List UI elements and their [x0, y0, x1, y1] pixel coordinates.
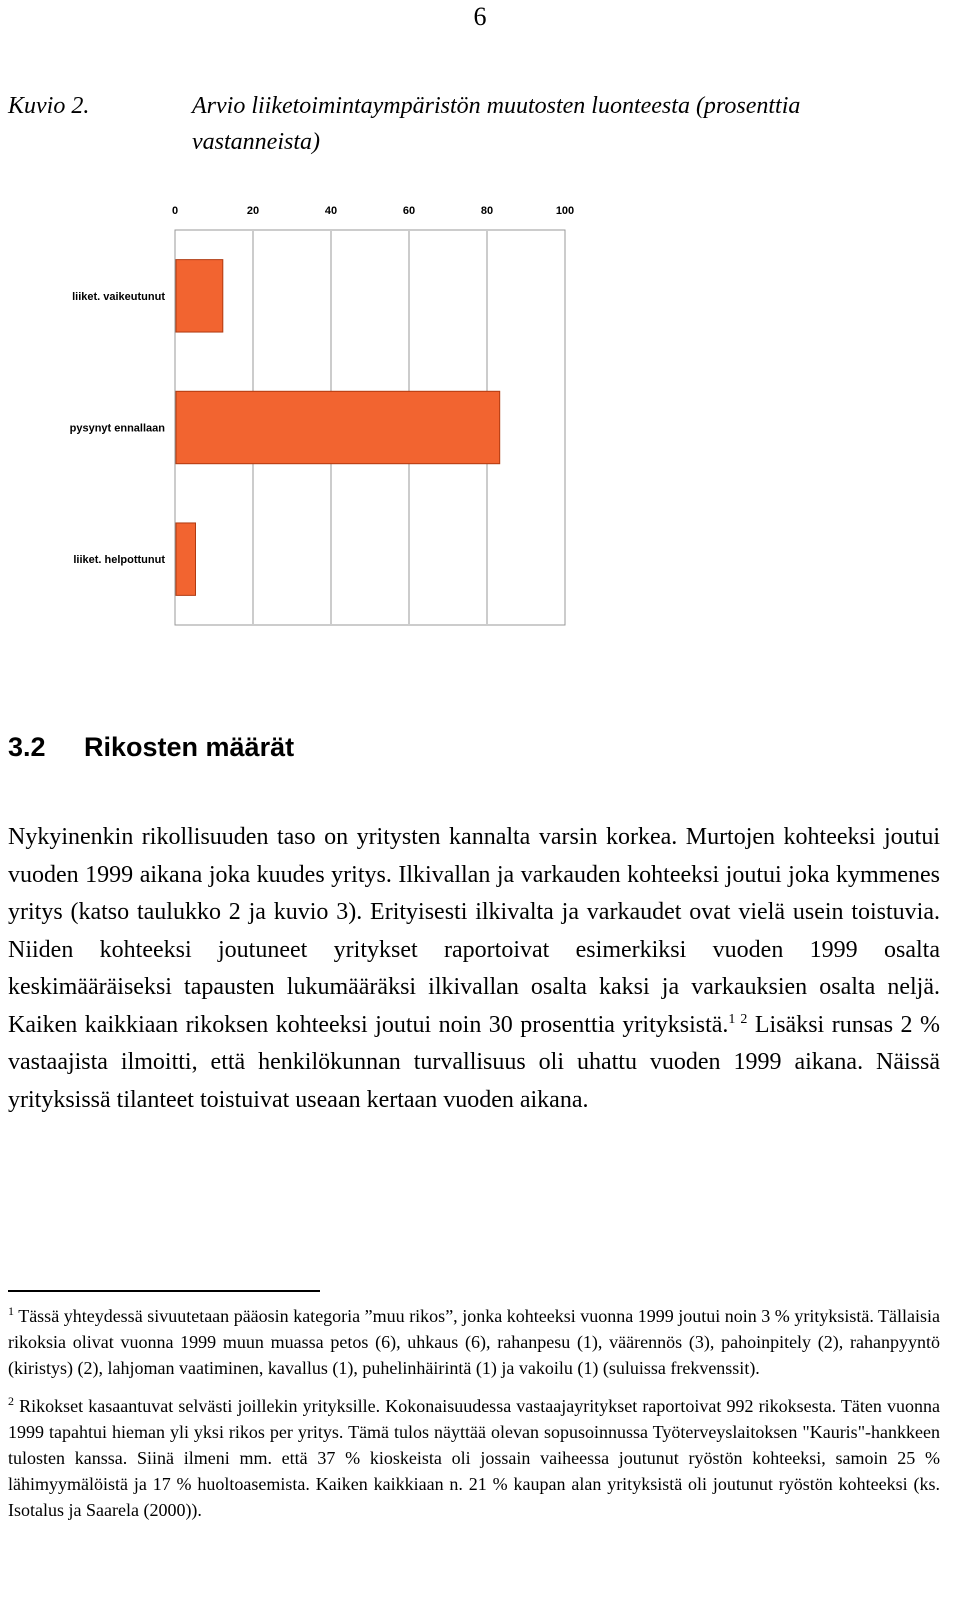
category-label: pysynyt ennallaan [69, 422, 165, 435]
footnote-2 [8, 1393, 940, 1523]
category-label: liiket. helpottunut [73, 554, 165, 567]
paragraph-part-1: Nykyinenkin rikollisuuden taso on yritysten kannalta varsin korkea. Murtojen kohteeksi joutui vuoden 1999 aikana joka kuudes yritys. Ilkivallan ja varkauden kohteeksi joutui joka kymmenes yritys (katso taulukko 2 ja kuvio 3). Erityisesti ilkivalta ja varkaudet ovat vielä usein toistuvia. Niiden kohteeksi joutuneet yritykset raportoivat esimerkiksi vuoden 1999 osalta keskimääräiseksi tapausten lukumääräksi ilkivallan osalta kaksi ja varkauksien osalta neljä. Kaiken kaikkiaan rikoksen kohteeksi joutui noin 30 prosenttia yrityksistä. [8, 824, 940, 1038]
footnotes [8, 1303, 940, 1535]
x-tick-label: 0 [171, 205, 179, 217]
bar [176, 391, 500, 463]
footnote-mark: 1 [8, 1304, 14, 1318]
section-title: Rikosten määrät [84, 732, 295, 762]
bar [176, 523, 196, 595]
category-label: liiket. vaikeutunut [72, 290, 165, 303]
figure-label: Kuvio 2. [8, 93, 90, 119]
x-tick-label: 40 [324, 205, 338, 217]
paragraph-part-2: Lisäksi runsas 2 % vastaajista ilmoitti, että henkilökunnan turvallisuus oli uhattu vuoden 1999 aikana. Näissä yrityksissä tilanteet toistuivat useaan kertaan vuoden aikana. [8, 1011, 940, 1113]
x-tick-label: 100 [555, 205, 575, 217]
bar-chart [20, 195, 580, 635]
footnote-separator [8, 1290, 320, 1292]
footnote-references[interactable]: 1 2 [728, 1011, 748, 1027]
footnote-text: Rikokset kasaantuvat selvästi joillekin yrityksille. Kokonaisuudessa vastaajayritykset raportoivat 992 rikoksesta. Täten vuonna 1999 tapahtui hieman yli yksi rikos per yritys. Tämä tulos näyttää olevan sopusoinnussa Työterveyslaitoksen "Kauris"-hankkeen tulosten kanssa. Siinä ilmeni mm. että 37 % kioskeista oli jossain vaiheessa joutunut ryöstön kohteeksi, samoin 25 % lähimyymälöistä ja 17 % huoltoasemista. Kaiken kaikkiaan n. 21 % kaupan alan yrityksistä oli joutunut ryöstön kohteeksi (ks. Isotalus ja Saarela (2000)). [8, 1396, 940, 1520]
x-tick-label: 20 [246, 205, 260, 217]
x-tick-label: 60 [402, 205, 416, 217]
section-number: 3.2 [8, 732, 46, 762]
figure-title: Arvio liiketoimintaympäristön muutosten luonteesta (prosenttia vastanneista) [192, 93, 801, 155]
footnote-1 [8, 1303, 940, 1381]
x-tick-label: 80 [480, 205, 494, 217]
footnote-text: Tässä yhteydessä sivuutetaan pääosin kategoria ”muu rikos”, jonka kohteeksi vuonna 1999 joutui noin 3 % yrityksistä. Tällaisia rikoksia olivat vuonna 1999 muun muassa petos (6), uhkaus (6), rahanpesu (1), väärennös (3), pahoinpitely (2), rahanpyyntö (kiristys) (2), lahjoman vaatiminen, kavallus (1), puhelinhäirintä (1) ja vakoilu (1) (suluissa frekvenssit). [8, 1306, 940, 1378]
bar [176, 260, 223, 332]
bar-chart-svg [20, 195, 580, 635]
section-paragraph [8, 819, 940, 1119]
section-heading [8, 732, 294, 763]
footnote-mark: 2 [8, 1394, 14, 1408]
page-number: 6 [473, 2, 487, 31]
